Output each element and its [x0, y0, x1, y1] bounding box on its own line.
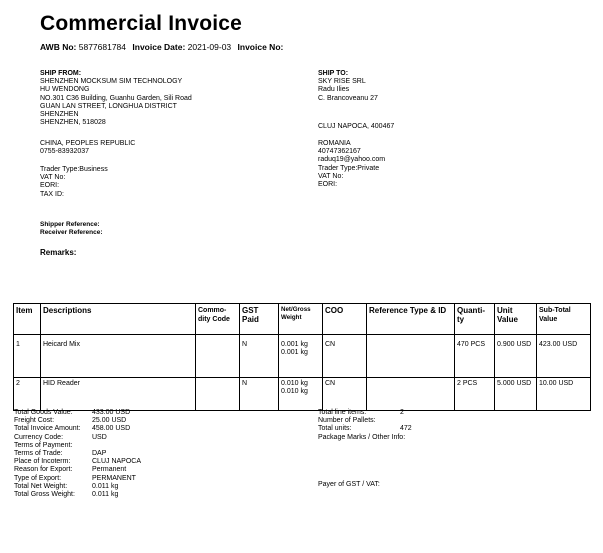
totals-value: PERMANENT	[92, 474, 136, 482]
totals-row	[14, 450, 274, 458]
totals-label: Total Goods Value:	[14, 409, 73, 416]
ship-from-country: CHINA, PEOPLES REPUBLIC	[40, 140, 136, 147]
invoice-header-line	[40, 42, 287, 52]
totals-row	[14, 475, 274, 483]
invoice-title: Commercial Invoice	[40, 12, 243, 35]
pallets-label: Number of Pallets:	[318, 417, 376, 425]
ship-from-vat: VAT No:	[40, 174, 66, 182]
totals-label: Terms of Payment:	[14, 441, 73, 449]
totals-label: Place of Incoterm:	[14, 458, 71, 466]
col-reference: Reference Type & ID	[367, 304, 455, 335]
totals-row	[14, 417, 274, 425]
cell-weight	[279, 378, 323, 411]
totals-value: Permanent	[92, 466, 127, 474]
totals-value: 433.00 USD	[92, 409, 131, 416]
ship-to-line: Radu Ilies	[318, 86, 350, 94]
totals-label: Total Net Weight:	[14, 482, 68, 490]
col-gst-paid: GST Paid	[240, 304, 279, 335]
cell-commodity	[196, 378, 240, 411]
totals-value: 458.00 USD	[92, 425, 131, 433]
cell-commodity	[196, 335, 240, 378]
ship-from-line: SHENZHEN, 518028	[40, 119, 106, 127]
totals-value: 0.011 kg	[92, 490, 119, 498]
cell-subtotal: 10.00 USD	[537, 378, 591, 411]
totals-row	[318, 409, 518, 417]
cell-gross-weight: 0.001 kg	[281, 349, 308, 357]
invoice-date-value: 2021-09-03	[187, 42, 232, 52]
cell-item: 2	[14, 378, 41, 411]
ship-from-line: SHENZHEN	[40, 110, 79, 118]
ship-from-line: SHENZHEN MOCKSUM SIM TECHNOLOGY	[40, 78, 183, 86]
totals-row	[14, 409, 274, 417]
shipper-reference-label: Shipper Reference:	[40, 221, 100, 228]
cell-weight	[279, 335, 323, 378]
cell-quantity: 2 PCS	[455, 378, 495, 411]
invoice-no-label: Invoice No:	[237, 42, 284, 52]
ship-to-phone: 40747362167	[318, 148, 361, 156]
totals-row	[318, 417, 518, 425]
cell-gst: N	[240, 335, 279, 378]
totals-row	[318, 434, 518, 442]
cell-description: Heicard Mix	[41, 335, 196, 378]
cell-reference	[367, 378, 455, 411]
col-quantity: Quanti- ty	[455, 304, 495, 335]
totals-label: Currency Code:	[14, 433, 64, 441]
ship-to-trader-type: Trader Type:Private	[318, 164, 380, 172]
ship-to-country: ROMANIA	[318, 140, 351, 147]
totals-value: 25.00 USD	[92, 417, 127, 425]
col-unit-value: Unit Value	[495, 304, 537, 335]
totals-value: DAP	[92, 449, 107, 457]
totals-value: 0.011 kg	[92, 482, 119, 490]
totals-row	[14, 434, 274, 442]
table-header-row	[14, 304, 591, 335]
cell-description: HID Reader	[41, 378, 196, 411]
payer-label: Payer of GST / VAT:	[318, 481, 380, 488]
totals-label: Terms of Trade:	[14, 449, 63, 457]
totals-row	[318, 425, 518, 433]
cell-net-weight: 0.001 kg	[281, 341, 308, 348]
totals-label: Type of Export:	[14, 474, 62, 482]
cell-subtotal: 423.00 USD	[537, 335, 591, 378]
col-descriptions: Descriptions	[41, 304, 196, 335]
totals-label: Total Gross Weight:	[14, 490, 75, 498]
ship-to-contact	[318, 140, 385, 189]
totals-row	[14, 458, 274, 466]
ship-to-eori: EORI:	[318, 180, 338, 188]
cell-gst: N	[240, 378, 279, 411]
totals-row	[14, 483, 274, 491]
ship-to-label: SHIP TO:	[318, 70, 349, 77]
ship-from-trader	[40, 166, 108, 199]
ship-from-phone: 0755-83932037	[40, 148, 90, 156]
ship-to-vat: VAT No:	[318, 172, 344, 180]
units-value: 472	[400, 425, 412, 433]
ship-to-block	[318, 70, 378, 103]
totals-value: USD	[92, 433, 107, 441]
line-items-value: 2	[400, 409, 404, 416]
totals-label: Freight Cost:	[14, 417, 55, 425]
totals-left	[14, 409, 274, 499]
totals-row	[14, 442, 274, 450]
col-coo: COO	[323, 304, 367, 335]
cell-coo: CN	[323, 378, 367, 411]
totals-label: Total Invoice Amount:	[14, 425, 81, 433]
invoice-date-label: Invoice Date:	[132, 42, 186, 52]
ship-from-label: SHIP FROM:	[40, 70, 82, 77]
cell-coo: CN	[323, 335, 367, 378]
awb-label: AWB No:	[40, 42, 77, 52]
totals-right	[318, 409, 518, 442]
cell-unit-value: 5.000 USD	[495, 378, 537, 411]
cell-reference	[367, 335, 455, 378]
remarks-label: Remarks:	[40, 248, 77, 257]
totals-label: Reason for Export:	[14, 466, 73, 474]
totals-value: CLUJ NAPOCA	[92, 458, 142, 466]
cell-gross-weight: 0.010 kg	[281, 388, 308, 396]
col-commodity-code: Commo- dity Code	[196, 304, 240, 335]
items-table	[13, 303, 591, 411]
ship-to-line: C. Brancoveanu 27	[318, 94, 378, 102]
col-item: Item	[14, 304, 41, 335]
package-marks-label: Package Marks / Other Info:	[318, 433, 406, 441]
cell-net-weight: 0.010 kg	[281, 380, 308, 387]
ship-from-line: NO.301 C36 Building, Guanhu Garden, Sili Road	[40, 94, 192, 102]
ship-to-line: SKY RISE SRL	[318, 78, 366, 86]
ship-from-trader-type: Trader Type:Business	[40, 166, 108, 173]
line-items-label: Total line items:	[318, 409, 367, 416]
totals-row	[14, 466, 274, 474]
ship-from-line: GUAN LAN STREET, LONGHUA DISTRICT	[40, 102, 177, 110]
table-row	[14, 378, 591, 411]
col-weight: Net/Gross Weight	[279, 304, 323, 335]
receiver-reference-label: Receiver Reference:	[40, 229, 103, 237]
totals-row	[14, 491, 274, 499]
cell-quantity: 470 PCS	[455, 335, 495, 378]
cell-item: 1	[14, 335, 41, 378]
ship-to-email: raduq19@yahoo.com	[318, 156, 386, 164]
ship-from-block	[40, 70, 192, 127]
cell-unit-value: 0.900 USD	[495, 335, 537, 378]
col-subtotal: Sub-Total Value	[537, 304, 591, 335]
totals-row	[14, 425, 274, 433]
ship-to-city: CLUJ NAPOCA, 400467	[318, 123, 395, 130]
awb-value: 5877681784	[78, 42, 127, 52]
ship-from-eori: EORI:	[40, 182, 60, 190]
table-row	[14, 335, 591, 378]
ship-from-tax: TAX ID:	[40, 190, 64, 198]
ship-from-contact	[40, 140, 135, 156]
references-block	[40, 221, 103, 237]
units-label: Total units:	[318, 425, 352, 433]
ship-from-line: HU WENDONG	[40, 86, 90, 94]
